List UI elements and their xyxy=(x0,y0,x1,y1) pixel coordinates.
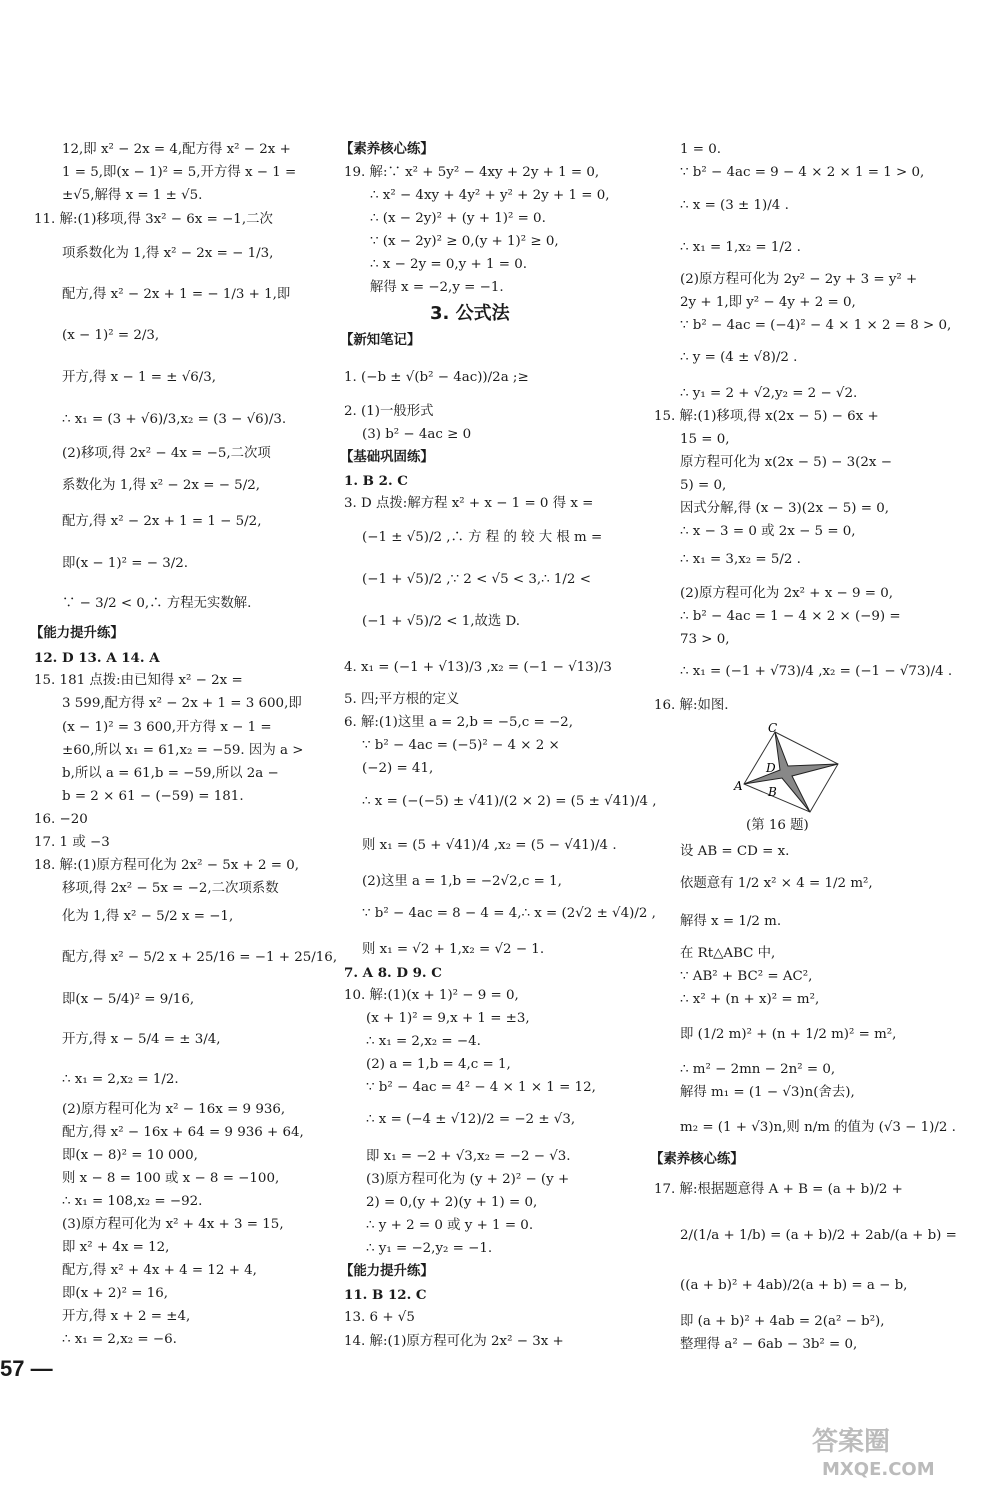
col1-line: 11. 解:(1)移项,得 3x² − 6x = −1,二次 xyxy=(34,212,273,227)
col3-line: 2y + 1,即 y² − 4y + 2 = 0, xyxy=(680,295,856,310)
col2-line: ∴ x = (−4 ± √12)/2 = −2 ± √3, xyxy=(366,1112,576,1127)
col2-line: (3)原方程可化为 (y + 2)² − (y + xyxy=(366,1172,570,1187)
col2-line: 1. B 2. C xyxy=(344,473,408,489)
col3-line: ∴ x₁ = (−1 + √73)/4 ,x₂ = (−1 − √73)/4 . xyxy=(680,664,953,679)
col2-line: 则 x₁ = √2 + 1,x₂ = √2 − 1. xyxy=(362,942,545,957)
col1-line: 配方,得 x² − 5/2 x + 25/16 = −1 + 25/16, xyxy=(62,950,338,965)
section-title: 3. 公式法 xyxy=(430,303,510,324)
col1-line: 12,即 x² − 2x = 4,配方得 x² − 2x + xyxy=(62,142,291,157)
col3-line: 5) = 0, xyxy=(680,478,727,493)
col3-line: 15 = 0, xyxy=(680,432,730,447)
col1-line: 配方,得 x² − 2x + 1 = − 1/3 + 1,即 xyxy=(62,287,291,302)
col3-line: 73 > 0, xyxy=(680,632,730,647)
col3-line: ∵ b² − 4ac = (−4)² − 4 × 1 × 2 = 8 > 0, xyxy=(680,318,952,333)
col2-line: ∵ b² − 4ac = 8 − 4 = 4,∴ x = (2√2 ± √4)/2 , xyxy=(362,906,656,921)
col2-line: 3. D 点拨:解方程 x² + x − 1 = 0 得 x = xyxy=(344,496,594,511)
col2-line: ∵ b² − 4ac = 4² − 4 × 1 × 1 = 12, xyxy=(366,1080,596,1095)
col1-line: 15. 181 点拨:由已知得 x² − 2x = xyxy=(34,673,243,688)
col2-line: 【素养核心练】 xyxy=(340,142,434,157)
col1-line: 则 x − 8 = 100 或 x − 8 = −100, xyxy=(62,1171,280,1186)
col2-line: 1. (−b ± √(b² − 4ac))/2a ;≥ xyxy=(344,370,529,385)
col3-line: ∵ AB² + BC² = AC², xyxy=(680,969,813,984)
col1-line: 配方,得 x² + 4x + 4 = 12 + 4, xyxy=(62,1263,257,1278)
col1-line: 开方,得 x − 1 = ± √6/3, xyxy=(62,370,217,385)
col1-line: (3)原方程可化为 x² + 4x + 3 = 15, xyxy=(62,1217,284,1232)
col3-line: (2)原方程可化为 2x² + x − 9 = 0, xyxy=(680,586,894,601)
col2-line: 【新知笔记】 xyxy=(340,333,421,348)
col2-line: 13. 6 + √5 xyxy=(344,1310,415,1325)
col3-line: (第 16 题) xyxy=(746,818,809,833)
col1-line: 移项,得 2x² − 5x = −2,二次项系数 xyxy=(62,881,279,896)
col3-line: 因式分解,得 (x − 3)(2x − 5) = 0, xyxy=(680,501,889,516)
col3-line: ∴ b² − 4ac = 1 − 4 × 2 × (−9) = xyxy=(680,609,901,624)
col1-line: ∴ x₁ = 2,x₂ = 1/2. xyxy=(62,1072,179,1087)
col1-line: 化为 1,得 x² − 5/2 x = −1, xyxy=(62,909,234,924)
col2-line: 【能力提升练】 xyxy=(340,1264,434,1279)
col2-line: ∴ x − 2y = 0,y + 1 = 0. xyxy=(370,257,527,272)
col3-line: ∴ x − 3 = 0 或 2x − 5 = 0, xyxy=(680,524,856,539)
col1-line: ±√5,解得 x = 1 ± √5. xyxy=(62,188,203,203)
col1-line: ∴ x₁ = 108,x₂ = −92. xyxy=(62,1194,203,1209)
col3-line: 即 (1/2 m)² + (n + 1/2 m)² = m², xyxy=(680,1027,897,1042)
col1-line: b,所以 a = 61,b = −59,所以 2a − xyxy=(62,766,279,781)
col2-line: 7. A 8. D 9. C xyxy=(344,965,442,981)
col2-line: (−1 + √5)/2 < 1,故选 D. xyxy=(362,614,521,629)
label-a: A xyxy=(734,779,743,793)
col2-line: (−1 ± √5)/2 ,∴ 方 程 的 较 大 根 m = xyxy=(362,530,603,545)
col3-line: 即 (a + b)² + 4ab = 2(a² − b²), xyxy=(680,1314,885,1329)
col3-line: 17. 解:根据题意得 A + B = (a + b)/2 + xyxy=(654,1182,903,1197)
col3-line: 在 Rt△ABC 中, xyxy=(680,946,776,961)
col1-line: ∴ x₁ = 2,x₂ = −6. xyxy=(62,1332,177,1347)
col1-line: 项系数化为 1,得 x² − 2x = − 1/3, xyxy=(62,246,274,261)
col1-line: 即(x − 1)² = − 3/2. xyxy=(62,556,189,571)
col3-line: ∵ b² − 4ac = 9 − 4 × 2 × 1 = 1 > 0, xyxy=(680,165,925,180)
col3-line: ∴ y₁ = 2 + √2,y₂ = 2 − √2. xyxy=(680,386,858,401)
col3-line: ((a + b)² + 4ab)/2(a + b) = a − b, xyxy=(680,1278,908,1293)
col3-line: ∴ x₁ = 3,x₂ = 5/2 . xyxy=(680,552,801,567)
col1-line: 1 = 5,即(x − 1)² = 5,开方得 x − 1 = xyxy=(62,165,297,180)
col2-line: 10. 解:(1)(x + 1)² − 9 = 0, xyxy=(344,988,519,1003)
col2-line: (2)这里 a = 1,b = −2√2,c = 1, xyxy=(362,874,562,889)
figure-16-diagram xyxy=(730,720,850,820)
col1-line: (x − 1)² = 3 600,开方得 x − 1 = xyxy=(62,720,272,735)
label-c: C xyxy=(768,721,778,735)
col1-line: 即(x + 2)² = 16, xyxy=(62,1286,169,1301)
col2-line: 解得 x = −2,y = −1. xyxy=(370,280,504,295)
col1-line: 即(x − 5/4)² = 9/16, xyxy=(62,992,195,1007)
col2-line: 19. 解:∵ x² + 5y² − 4xy + 2y + 1 = 0, xyxy=(344,165,600,180)
col2-line: 6. 解:(1)这里 a = 2,b = −5,c = −2, xyxy=(344,715,573,730)
col3-line: 16. 解:如图. xyxy=(654,698,729,713)
col3-line: ∴ y = (4 ± √8)/2 . xyxy=(680,350,798,365)
col3-line: 原方程可化为 x(2x − 5) − 3(2x − xyxy=(680,455,892,470)
col1-line: (x − 1)² = 2/3, xyxy=(62,328,160,343)
col2-line: 即 x₁ = −2 + √3,x₂ = −2 − √3. xyxy=(366,1149,571,1164)
col3-line: 15. 解:(1)移项,得 x(2x − 5) − 6x + xyxy=(654,409,879,424)
col2-line: 11. B 12. C xyxy=(344,1287,427,1303)
col2-line: ∴ x² − 4xy + 4y² + y² + 2y + 1 = 0, xyxy=(370,188,610,203)
col2-line: (−1 + √5)/2 ,∵ 2 < √5 < 3,∴ 1/2 < xyxy=(362,572,591,587)
label-d: D xyxy=(766,761,776,775)
col2-line: ∵ (x − 2y)² ≥ 0,(y + 1)² ≥ 0, xyxy=(370,234,559,249)
col2-line: 5. 四;平方根的定义 xyxy=(344,692,460,707)
col2-line: (3) b² − 4ac ≥ 0 xyxy=(362,427,472,442)
watermark-logo xyxy=(792,1420,982,1480)
col3-line: 解得 x = 1/2 m. xyxy=(680,914,782,929)
col3-line: 1 = 0. xyxy=(680,142,722,157)
col2-line: ∴ y₁ = −2,y₂ = −1. xyxy=(366,1241,493,1256)
svg-text:答案圈: 答案圈 xyxy=(812,1427,891,1457)
col3-line: 2/(1/a + 1/b) = (a + b)/2 + 2ab/(a + b) = xyxy=(680,1228,957,1243)
col1-line: 17. 1 或 −3 xyxy=(34,835,110,850)
col2-line: ∴ x₁ = 2,x₂ = −4. xyxy=(366,1034,481,1049)
col1-line: 18. 解:(1)原方程可化为 2x² − 5x + 2 = 0, xyxy=(34,858,300,873)
col2-line: ∴ (x − 2y)² + (y + 1)² = 0. xyxy=(370,211,546,226)
col2-line: ∵ b² − 4ac = (−5)² − 4 × 2 × xyxy=(362,738,560,753)
label-b: B xyxy=(768,785,777,799)
col3-line: 设 AB = CD = x. xyxy=(680,844,790,859)
col1-line: ±60,所以 x₁ = 61,x₂ = −59. 因为 a > xyxy=(62,743,304,758)
col3-line: m₂ = (1 + √3)n,则 n/m 的值为 (√3 − 1)/2 . xyxy=(680,1120,956,1135)
col2-line: 2. (1)一般形式 xyxy=(344,404,434,419)
col1-line: 开方,得 x − 5/4 = ± 3/4, xyxy=(62,1032,221,1047)
col2-line: 【基础巩固练】 xyxy=(340,450,434,465)
col3-line: ∴ x = (3 ± 1)/4 . xyxy=(680,198,789,213)
col2-line: (x + 1)² = 9,x + 1 = ±3, xyxy=(366,1011,530,1026)
col1-line: 即 x² + 4x = 12, xyxy=(62,1240,170,1255)
col1-line: (2)移项,得 2x² − 4x = −5,二次项 xyxy=(62,446,271,461)
col1-line: 【能力提升练】 xyxy=(30,626,124,641)
col1-line: 3 599,配方得 x² − 2x + 1 = 3 600,即 xyxy=(62,696,302,711)
col2-line: ∴ y + 2 = 0 或 y + 1 = 0. xyxy=(366,1218,534,1233)
col2-line: (2) a = 1,b = 4,c = 1, xyxy=(366,1057,511,1072)
col3-line: 整理得 a² − 6ab − 3b² = 0, xyxy=(680,1337,858,1352)
col3-line: 解得 m₁ = (1 − √3)n(舍去), xyxy=(680,1085,855,1100)
col3-line: ∴ x² + (n + x)² = m², xyxy=(680,992,820,1007)
col3-line: (2)原方程可化为 2y² − 2y + 3 = y² + xyxy=(680,272,918,287)
col1-line: 系数化为 1,得 x² − 2x = − 5/2, xyxy=(62,478,260,493)
col2-line: (−2) = 41, xyxy=(362,761,434,776)
col1-line: ∴ x₁ = (3 + √6)/3,x₂ = (3 − √6)/3. xyxy=(62,412,287,427)
col3-line: 依题意有 1/2 x² × 4 = 1/2 m², xyxy=(680,876,873,891)
col2-line: 2) = 0,(y + 2)(y + 1) = 0, xyxy=(366,1195,538,1210)
page-number: 57 — xyxy=(0,1356,53,1381)
col2-line: 则 x₁ = (5 + √41)/4 ,x₂ = (5 − √41)/4 . xyxy=(362,838,617,853)
svg-text:MXQE.COM: MXQE.COM xyxy=(822,1459,935,1480)
col1-line: ∵ − 3/2 < 0,∴ 方程无实数解. xyxy=(62,596,252,611)
col2-line: ∴ x = (−(−5) ± √41)/(2 × 2) = (5 ± √41)/4 , xyxy=(362,794,657,809)
col1-line: 12. D 13. A 14. A xyxy=(34,650,160,666)
col3-line: ∴ x₁ = 1,x₂ = 1/2 . xyxy=(680,240,801,255)
col3-line: 【素养核心练】 xyxy=(650,1152,744,1167)
col1-line: 配方,得 x² − 16x + 64 = 9 936 + 64, xyxy=(62,1125,304,1140)
col3-line: ∴ m² − 2mn − 2n² = 0, xyxy=(680,1062,836,1077)
col1-line: (2)原方程可化为 x² − 16x = 9 936, xyxy=(62,1102,286,1117)
col2-line: 14. 解:(1)原方程可化为 2x² − 3x + xyxy=(344,1334,564,1349)
col1-line: 即(x − 8)² = 10 000, xyxy=(62,1148,198,1163)
col1-line: b = 2 × 61 − (−59) = 181. xyxy=(62,789,244,804)
col1-line: 16. −20 xyxy=(34,812,88,827)
col1-line: 配方,得 x² − 2x + 1 = 1 − 5/2, xyxy=(62,514,262,529)
col1-line: 开方,得 x + 2 = ±4, xyxy=(62,1309,191,1324)
col2-line: 4. x₁ = (−1 + √13)/3 ,x₂ = (−1 − √13)/3 xyxy=(344,660,612,675)
